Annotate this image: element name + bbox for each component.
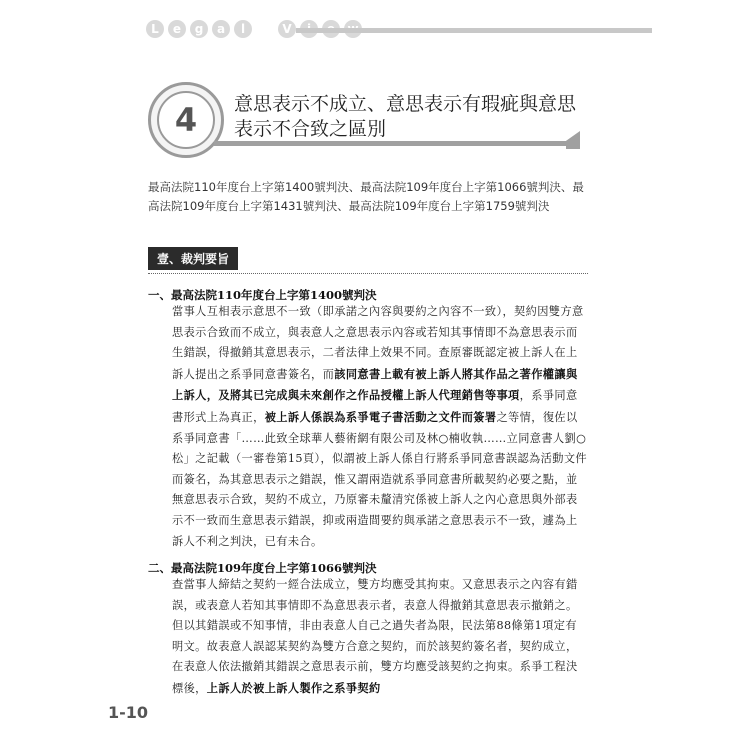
section-tag: 壹、裁判要旨 — [148, 247, 238, 270]
body-text: 之等情，復佐以系爭同意書「……此致全球華人藝術網有限公司及林○楠收執……立同意書人劉○松」之記載（一審卷第15頁），似謂被上訴人係自行將系爭同意書誤認為活動文件而簽名，為其意思表示之錯誤，惟又謂兩造就系爭同意書所載契約必要之點，並無意思表示合致，契約不成立，乃原審未釐清究係被上訴人之內心意思與外部表示不一致而生意思表示錯誤，抑或兩造間要約與承諾之意思表示不一致，遽為上訴人不利之判決，已有未合。 — [172, 410, 588, 548]
brand-letter: e — [168, 20, 186, 38]
emphasis-text: 被上訴人係誤為系爭電子書活動之文件而簽署 — [264, 409, 497, 424]
page-number: 1-10 — [108, 703, 149, 722]
item-heading-2: 二、最高法院109年度台上字第1066號判決 — [148, 561, 377, 575]
header-rule — [296, 28, 652, 33]
section-rule — [148, 273, 588, 274]
chapter-badge — [148, 82, 224, 158]
brand-letter: l — [234, 20, 252, 38]
item-heading-1: 一、最高法院110年度台上字第1400號判決 — [148, 288, 377, 302]
body-text: 查當事人締結之契約一經合法成立，雙方均應受其拘束。又意思表示之內容有錯誤，或表意人若知其事情即不為意思表示者，表意人得撤銷其意思表示撤銷之。但以其錯誤或不知事情，非由表意人自己之過失者為限，民法第88條第1項定有明文。故表意人誤認某契約為雙方合意之契約，而於該契約簽名者，契約成立，在表意人依法撤銷其錯誤之意思表示前，雙方均應受該契約之拘束。系爭工程決標後， — [172, 578, 578, 695]
body-text: ，系爭同意書形式上為真正， — [172, 389, 578, 424]
brand-letter: V — [278, 20, 296, 38]
item-paragraph-2 — [172, 575, 587, 700]
chapter-title — [234, 92, 614, 142]
emphasis-text: 上訴人於被上訴人製作之系爭契約 — [206, 680, 381, 695]
item-paragraph-1 — [172, 302, 587, 552]
brand-letter: a — [212, 20, 230, 38]
chapter-number: 4 — [157, 91, 215, 149]
chapter-title-line1: 意思表示不成立、意思表示有瑕疵與意思 — [234, 93, 577, 115]
brand-gap — [256, 20, 274, 42]
chapter-underline — [214, 141, 572, 146]
brand-letter: g — [190, 20, 208, 38]
chapter-title-line2: 表示不合致之區別 — [234, 118, 387, 140]
emphasis-text: 該同意書上載有被上訴人將其作品之著作權讓與上訴人，及將其已完成與未來創作之作品授權上訴人代理銷售等事項 — [172, 366, 578, 403]
body-text: 當事人互相表示意思不一致（即承諾之內容與要約之內容不一致），契約因雙方意思表示合致而不成立，與表意人之意思表示內容或若知其事情即不為意思表示而生錯誤，得撤銷其意思表示，二者法律上效果不同。查原審既認定被上訴人在上訴人提出之系爭同意書簽名，而 — [172, 305, 584, 381]
case-references: 最高法院110年度台上字第1400號判決、最高法院109年度台上字第1066號判決、最高法院109年度台上字第1431號判決、最高法院109年度台上字第1759號判決 — [148, 180, 584, 213]
brand-letter: L — [146, 20, 164, 38]
